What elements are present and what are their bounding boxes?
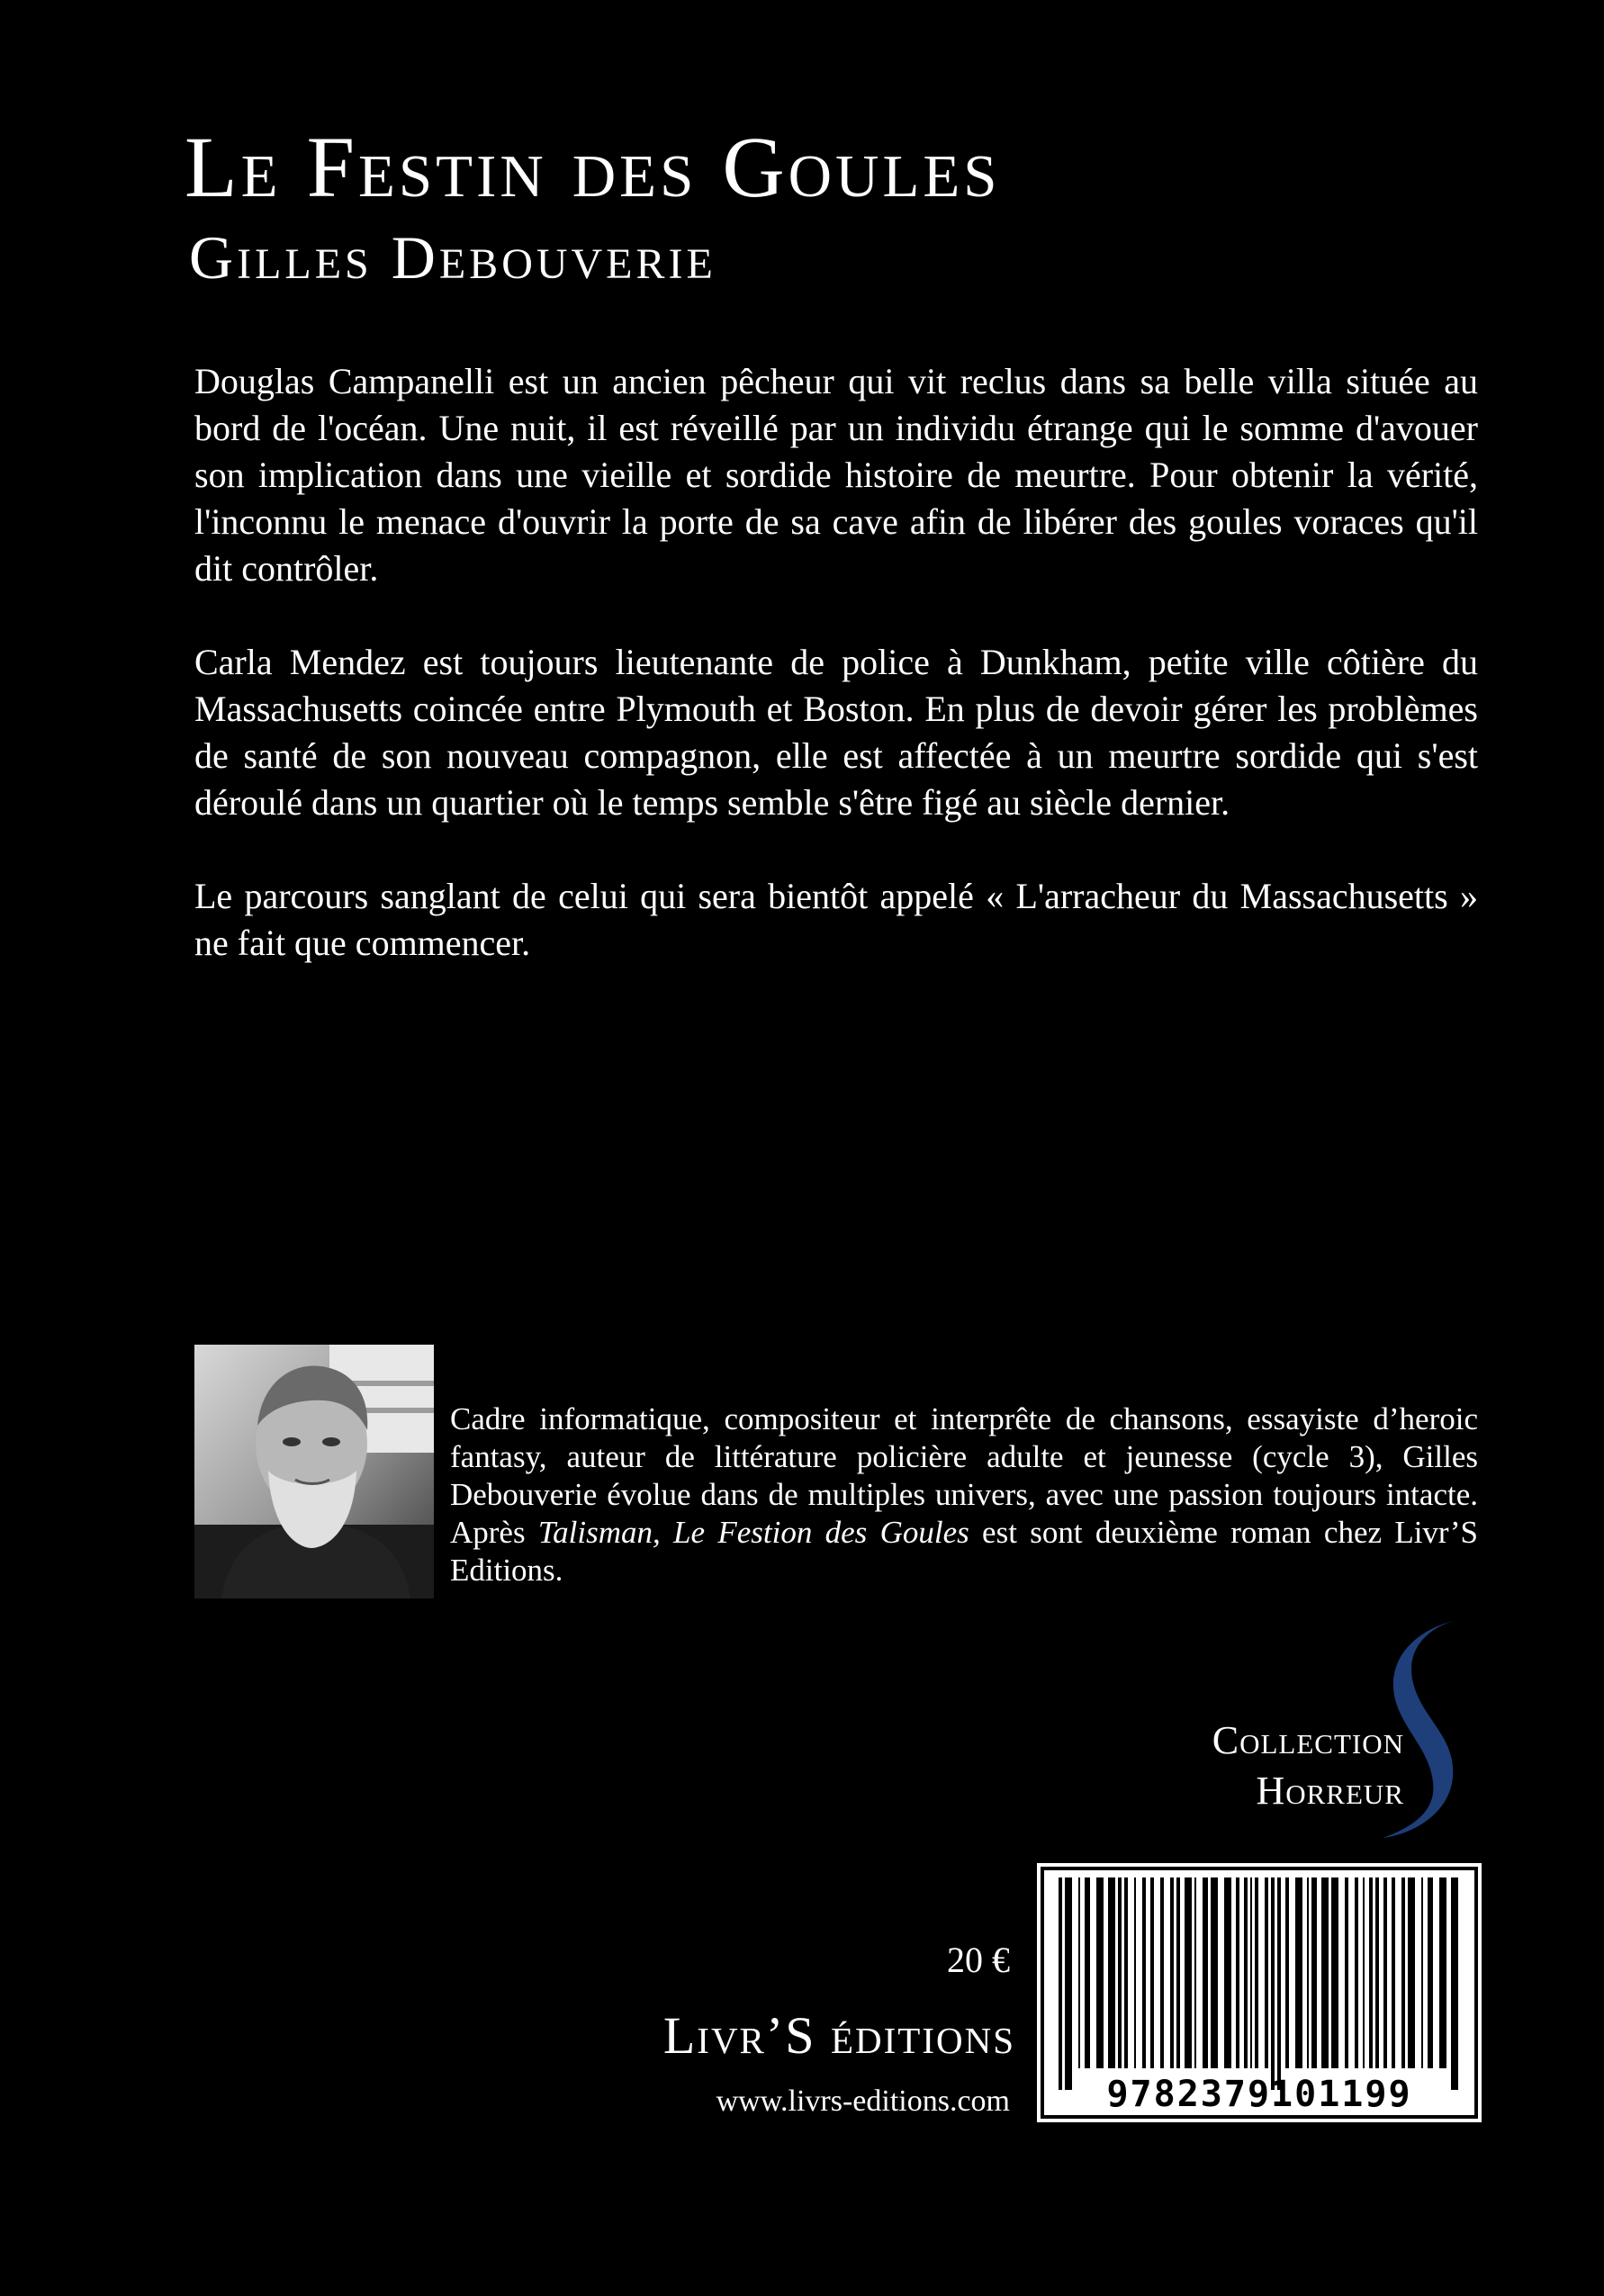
barcode-bar [1355,1877,1358,2068]
synopsis [194,358,1478,1013]
publisher-name: Livr’S éditions [662,2006,1015,2065]
barcode-bar [1160,1877,1164,2068]
synopsis-paragraph: Douglas Campanelli est un ancien pêcheur qui vit reclus dans sa belle villa située au bord de l'océan. Une nuit, il est réveillé par un individu étrange qui le somme d'avouer son implication dans une vieille et sordide histoire de meurtre. Pour obtenir la vérité, l'inconnu le menace d'ouvrir la porte de sa cave afin de libérer des goules voraces qu'il dit contrôler. [194,361,1478,589]
barcode-bar [1265,1877,1268,2068]
barcode-bar [1451,1877,1458,2090]
barcode-bar [1311,1877,1317,2068]
barcode-bar [1170,1877,1174,2068]
barcode-bar [1383,1877,1387,2068]
barcode-bar [1244,1877,1248,2068]
barcode-bar [1271,1877,1275,2090]
barcode-bar [1096,1877,1104,2068]
barcode-bar [1321,1877,1329,2068]
book-author: Gilles Debouverie [189,223,716,292]
barcode-bar [1185,1877,1192,2068]
barcode-bar [1142,1877,1146,2068]
barcode-bar [1065,1877,1072,2090]
barcode-bar [1307,1877,1309,2068]
barcode-bar [1331,1877,1338,2068]
book-title: Le Festin des Goules [185,119,1001,215]
author-bio [450,1400,1478,1589]
author-photo [194,1345,434,1598]
synopsis-paragraph: Le parcours sanglant de celui qui sera bientôt appelé « L'arracheur du Massachusetts » ne fait que commencer. [194,876,1478,963]
barcode-bar [1124,1877,1128,2068]
barcode [1037,1863,1482,2122]
barcode-bar [1108,1877,1115,2068]
barcode-bar [1224,1877,1231,2068]
barcode-bar [1369,1877,1373,2068]
barcode-bar [1250,1877,1252,2068]
barcode-bar [1176,1877,1180,2068]
bio-text: Cadre informatique, compositeur et interprête de chansons, essayiste d’heroic fantasy, auteur de littérature policière adulte et jeunesse (cycle 3), Gilles Debouverie évolue dans de multiples univers, avec une passion toujours intacte. Après [450,1401,1478,1550]
barcode-bar [1203,1877,1208,2068]
barcode-bar [1408,1877,1415,2068]
price: 20 € [947,1940,1010,1980]
author-portrait-icon [194,1345,434,1598]
barcode-bar [1363,1877,1365,2068]
barcode-bar [1085,1877,1090,2068]
barcode-bar [1375,1877,1379,2068]
bio-text-end: est sont deuxième roman chez Livr’S Editions. [450,1515,1478,1588]
barcode-bar [1277,1877,1281,2090]
barcode-bar [1285,1877,1289,2068]
barcode-bar [1401,1877,1405,2068]
barcode-bar [1059,1877,1062,2090]
barcode-bar [1194,1877,1196,2068]
barcode-bar [1078,1877,1080,2068]
synopsis-paragraph: Carla Mendez est toujours lieutenante de police à Dunkham, petite ville côtière du Massachusetts coincée entre Plymouth et Boston. En plus de devoir gérer les problèmes de santé de son nouveau compagnon, elle est affectée à un meurtre sordide qui s'est déroulé dans un quartier où le temps semble s'être figé au siècle dernier. [194,642,1478,823]
barcode-bar [1255,1877,1258,2068]
barcode-bar [1118,1877,1122,2068]
barcode-digits: 9782379101199 [1106,2074,1412,2115]
barcode-bar [1211,1877,1218,2068]
collection-label: Collection [1212,1718,1404,1762]
barcode-bar [1421,1877,1423,2068]
barcode-bar [1428,1877,1433,2068]
barcode-bar [1439,1877,1446,2068]
barcode-bar [1295,1877,1302,2068]
barcode-bar [1134,1877,1136,2068]
barcode-bar [1150,1877,1154,2068]
barcode-bar [1345,1877,1348,2068]
collection-genre: Horreur [1256,1769,1404,1813]
publisher-website: www.livrs-editions.com [716,2084,1010,2118]
barcode-bar [1236,1877,1239,2068]
barcode-bar [1392,1877,1395,2068]
collection-logo [1107,1611,1485,1845]
bio-italic: Talisman, Le Festion des Goules [537,1515,969,1550]
